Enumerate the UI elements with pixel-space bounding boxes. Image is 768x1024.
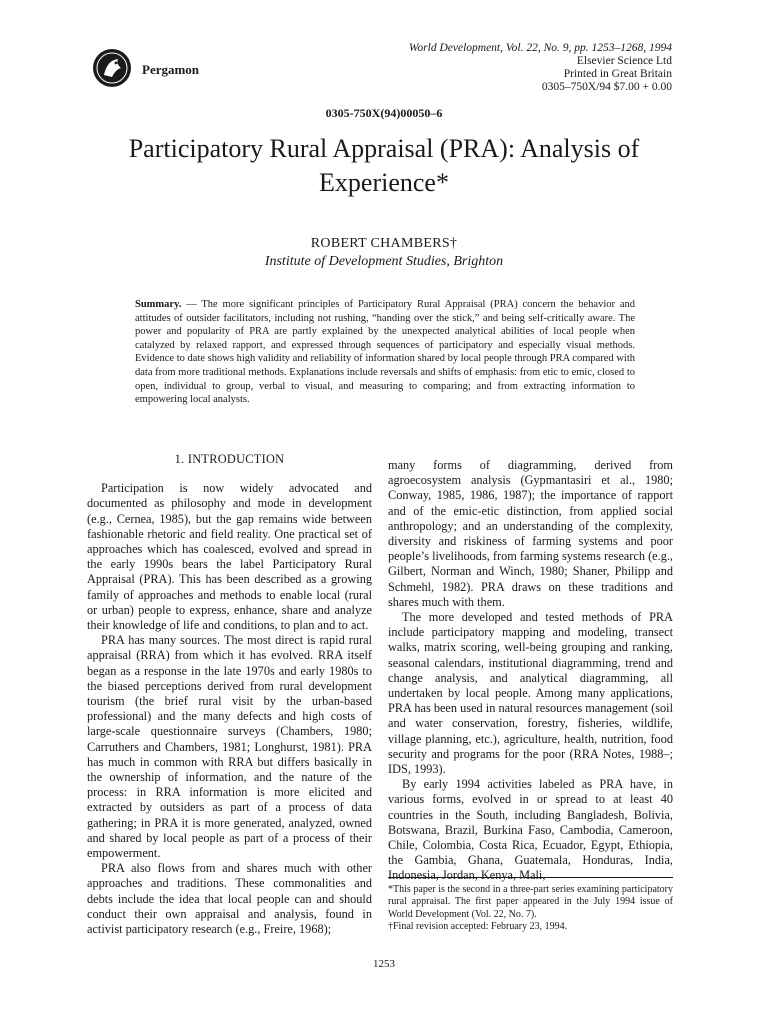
document-code: 0305-750X(94)00050–6 bbox=[325, 106, 443, 120]
paragraph: Participation is now widely advocated and documented as philosophy and mode in development (e.g., Cernea, 1985), but the gap remains wide between fashionable rhetoric and field reality. One practical set of approaches which has coalesced, evolved and spread in the early 1990s bears the label Participatory Rural Appraisal (PRA). This has been described as a growing family of approaches and methods to enable local (rural or urban) people to express, enhance, share and analyze their knowledge of life and conditions, to plan and to act. bbox=[87, 481, 372, 633]
journal-line: World Development, Vol. 22, No. 9, pp. 1253–1268, 1994 bbox=[408, 42, 672, 54]
footnote-series: *This paper is the second in a three-part series examining participatory rural appraisal. The first paper appeared in the July 1994 issue of World Development (Vol. 22, No. 7). bbox=[388, 884, 673, 920]
paragraph: many forms of diagramming, derived from agroecosystem analysis (Gypmantasiri et al., 1980; Conway, 1985, 1986, 1987); the importance of rapport and of the emic-etic distinction, from applied social anthropology; and an understanding of the complexity, diversity and riskiness of farming systems and poor people’s livelihoods, from farming systems research (e.g., Gilbert, Norman and Winch, 1980; Shaner, Philipp and Schmehl, 1982). PRA draws on these traditions and shares much with them. bbox=[388, 458, 673, 609]
section-heading: 1. INTRODUCTION bbox=[174, 452, 285, 466]
publisher-name: Pergamon bbox=[142, 62, 200, 77]
footnotes bbox=[388, 877, 673, 934]
paragraph: The more developed and tested methods of PRA include participatory mapping and modeling, transect walks, matrix scoring, well-being grouping and ranking, seasonal calendars, institutional diagramming, trend and change analysis, and analytical diagramming, all undertaken by local people. Among many applications, PRA has been used in natural resources management (soil and water conservation, forestry, fisheries, wildlife, village planning, etc.), agriculture, health, nutrition, food security and programs for the poor (RRA Notes, 1988–; IDS, 1993). bbox=[388, 610, 673, 777]
paragraph: PRA has many sources. The most direct is rapid rural appraisal (RRA) from which it has evolved. RRA itself began as a response in the late 1970s and early 1980s to the biased perceptions derived from rural development tourism (the brief rural visit by the urban-based professional) and the many defects and high costs of large-scale questionnaire surveys (Chambers, 1980; Carruthers and Chambers, 1981; Longhurst, 1981). PRA has much in common with RRA but differs basically in the ownership of information, and the nature of the process: in RRA information is more elicited and extracted by outsiders as part of a process of data gathering; in PRA it is more generated, analyzed, owned and shared by local people as part of a process of their empowerment. bbox=[87, 633, 372, 861]
summary-text: — The more significant principles of Participatory Rural Appraisal (PRA) concern the behavior and attitudes of outsider facilitators, including not rushing, “handing over the stick,” and being self-critically aware. The power and popularity of PRA are partly explained by the unexpected analytical abilities of local people when catalyzed by relaxed rapport, and expressed through sequences of participatory and especially visual methods. Evidence to date shows high validity and reliability of information shared by local people through PRA compared with data from more traditional methods. Explanations include reversals and shifts of emphasis: from etic to emic, closed to open, individual to group, verbal to visual, and measuring to comparing; and from extracting information to empowering local analysts. bbox=[135, 299, 635, 406]
summary-label: Summary. bbox=[135, 299, 182, 310]
right-column bbox=[388, 458, 673, 884]
publisher-line: Elsevier Science Ltd bbox=[576, 55, 672, 67]
printed-line: Printed in Great Britain bbox=[563, 68, 672, 80]
pergamon-logo-icon bbox=[92, 48, 132, 88]
journal-citation bbox=[409, 42, 672, 94]
footnote-revision: †Final revision accepted: February 23, 1994. bbox=[388, 921, 568, 933]
page-number: 1253 bbox=[373, 958, 395, 970]
left-column bbox=[87, 452, 372, 937]
article-title: Participatory Rural Appraisal (PRA): Analysis of Experience* bbox=[128, 134, 640, 197]
issn-line: 0305–750X/94 $7.00 + 0.00 bbox=[541, 81, 672, 93]
summary-abstract bbox=[135, 298, 635, 407]
paragraph: PRA also flows from and shares much with other approaches and traditions. These commonalities and debts include the idea that local people can and should conduct their own appraisal and analysis, found in activist participatory research (e.g., Freire, 1968); bbox=[87, 861, 372, 937]
paragraph: By early 1994 activities labeled as PRA have, in various forms, evolved in or spread to at least 40 countries in the South, including Bangladesh, Bolivia, Botswana, Brazil, Burkina Faso, Cambodia, Cameroon, Chile, Colombia, Costa Rica, Ecuador, Egypt, Ethiopia, the Gambia, Ghana, Guatemala, Honduras, India, Indonesia, Jordan, Kenya, Mali, bbox=[388, 777, 673, 883]
author-name: ROBERT CHAMBERS† bbox=[310, 236, 458, 251]
author-affiliation: Institute of Development Studies, Brighton bbox=[264, 254, 504, 269]
